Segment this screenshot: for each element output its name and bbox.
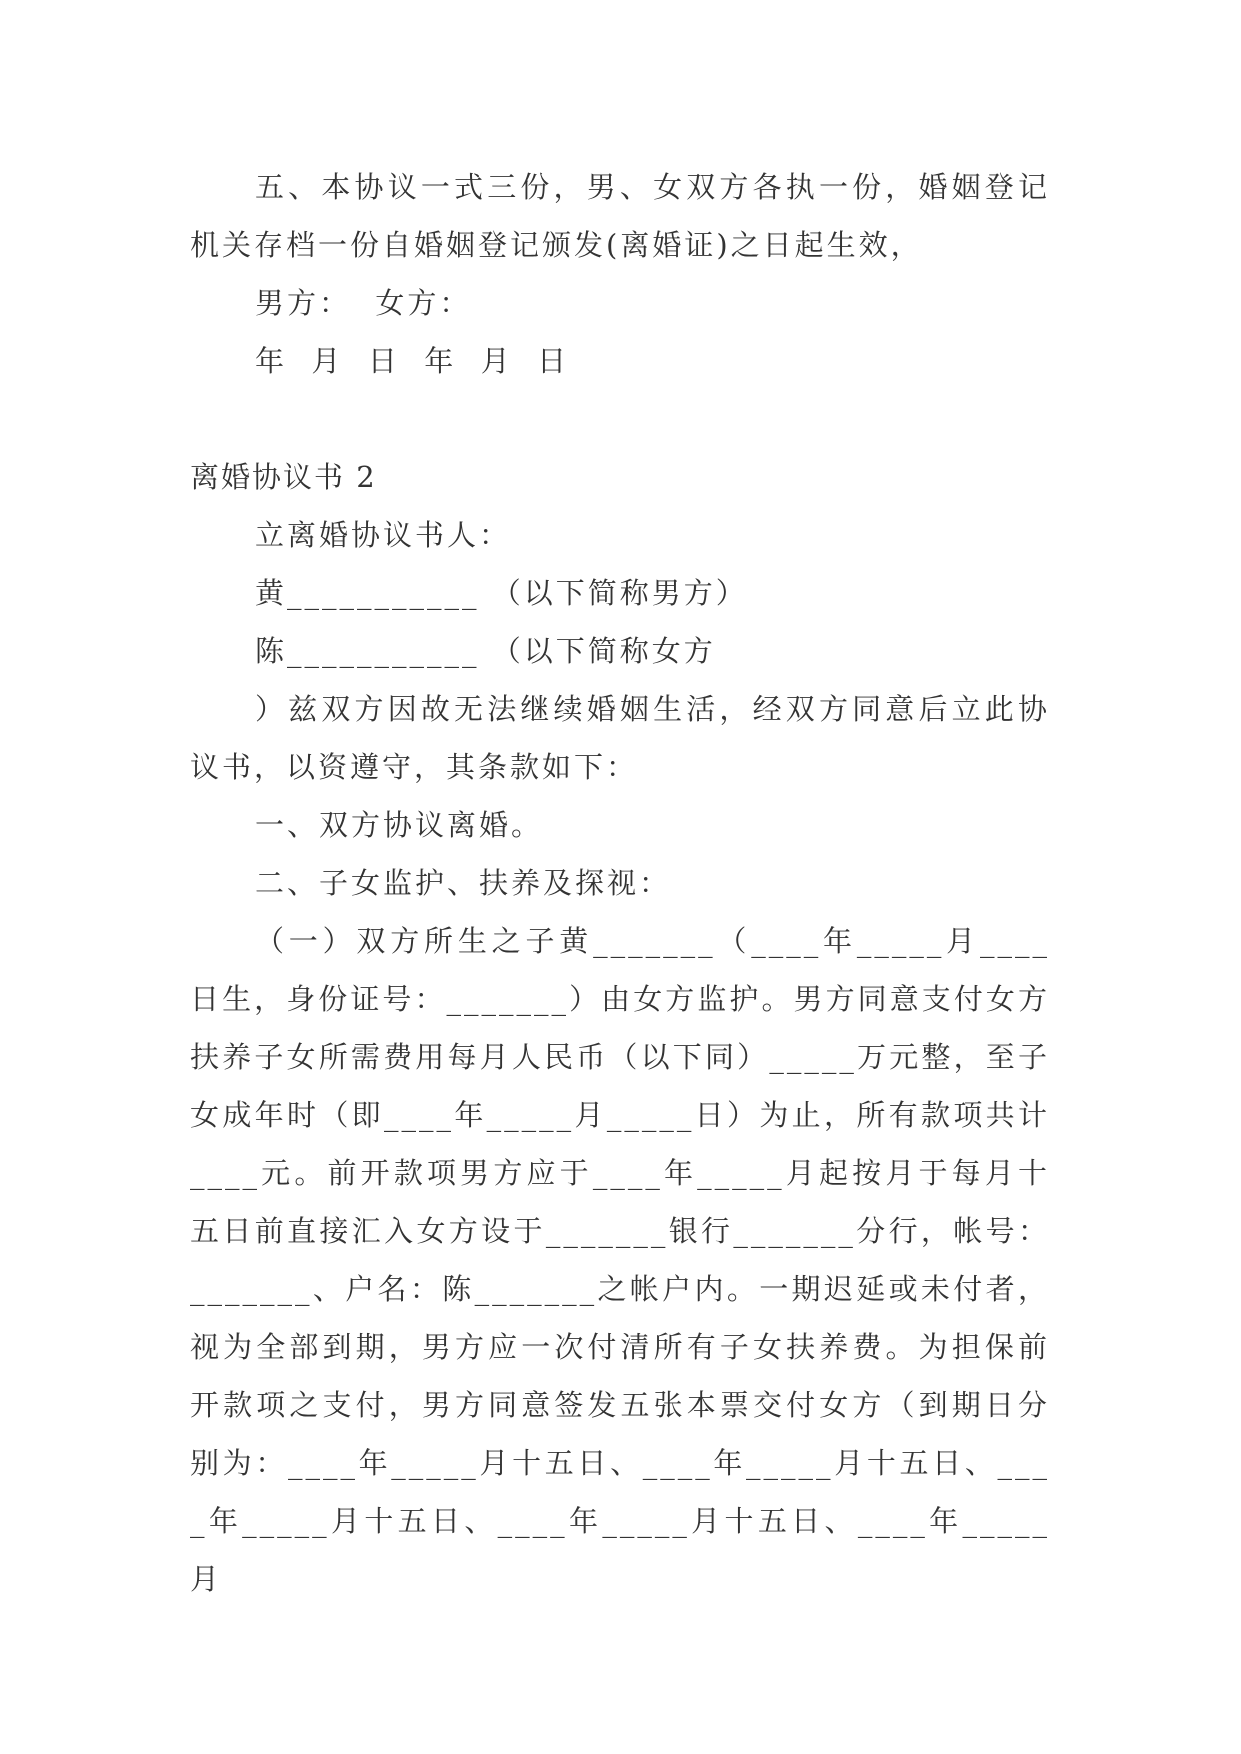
document-body (190, 158, 1050, 1608)
date-line: 年 月 日 年 月 日 (255, 344, 570, 378)
section-gap (190, 390, 1050, 448)
party-male-line: 黄___________ （以下简称男方） (255, 576, 748, 610)
clause-5-paragraph: 五、本协议一式三份，男、女双方各执一份，婚姻登记机关存档一份自婚姻登记颁发(离婚证)之日起生效， (190, 170, 1050, 262)
party-female-line: 陈___________ （以下简称女方 (255, 634, 716, 668)
clause-2-item-1-paragraph: （一）双方所生之子黄_______（____年_____月____日生，身份证号：_______）由女方监护。男方同意支付女方扶养子女所需费用每月人民币（以下同）_____万元整，至子女成年时（即____年_____月_____日）为止，所有款项共计____元。前开款项男方应于____年_____月起按月于每月十五日前直接汇入女方设于_______银行_______分行，帐号：_______、户名：陈_______之帐户内。一期迟延或未付者，视为全部到期，男方应一次付清所有子女扶养费。为担保前开款项之支付，男方同意签发五张本票交付女方（到期日分别为：____年_____月十五日、____年_____月十五日、____年_____月十五日、____年_____月十五日、____年_____月 (190, 924, 1050, 1596)
agreement-title: 离婚协议书 2 (190, 460, 377, 494)
preamble-paragraph: ）兹双方因故无法继续婚姻生活，经双方同意后立此协议书，以资遵守，其条款如下： (190, 692, 1050, 784)
clause-2-heading: 二、子女监护、扶养及探视： (255, 866, 672, 900)
signature-line: 男方： 女方： (255, 286, 472, 320)
intro-line: 立离婚协议书人： (255, 518, 512, 552)
clause-1-paragraph: 一、双方协议离婚。 (255, 808, 544, 842)
